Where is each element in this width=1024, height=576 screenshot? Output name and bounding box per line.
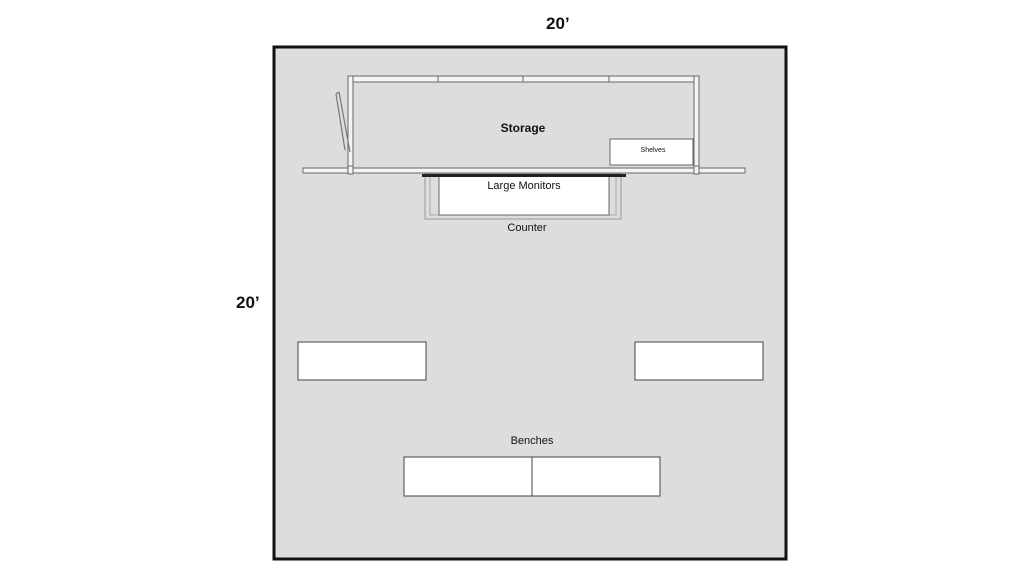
storage-label: Storage	[500, 121, 546, 135]
bench-left	[298, 342, 426, 380]
benches-label: Benches	[510, 435, 554, 447]
shelves-label: Shelves	[640, 147, 666, 154]
width-dimension-label: 20’	[546, 14, 570, 33]
large-monitors-bar	[422, 174, 626, 177]
bench-right	[635, 342, 763, 380]
bench-bottom-left	[404, 457, 532, 496]
large-monitors-label: Large Monitors	[487, 180, 561, 192]
storage-front-wall	[303, 168, 745, 173]
bench-bottom-right	[532, 457, 660, 496]
depth-dimension-label: 20’	[236, 293, 260, 312]
counter-label: Counter	[507, 222, 547, 234]
